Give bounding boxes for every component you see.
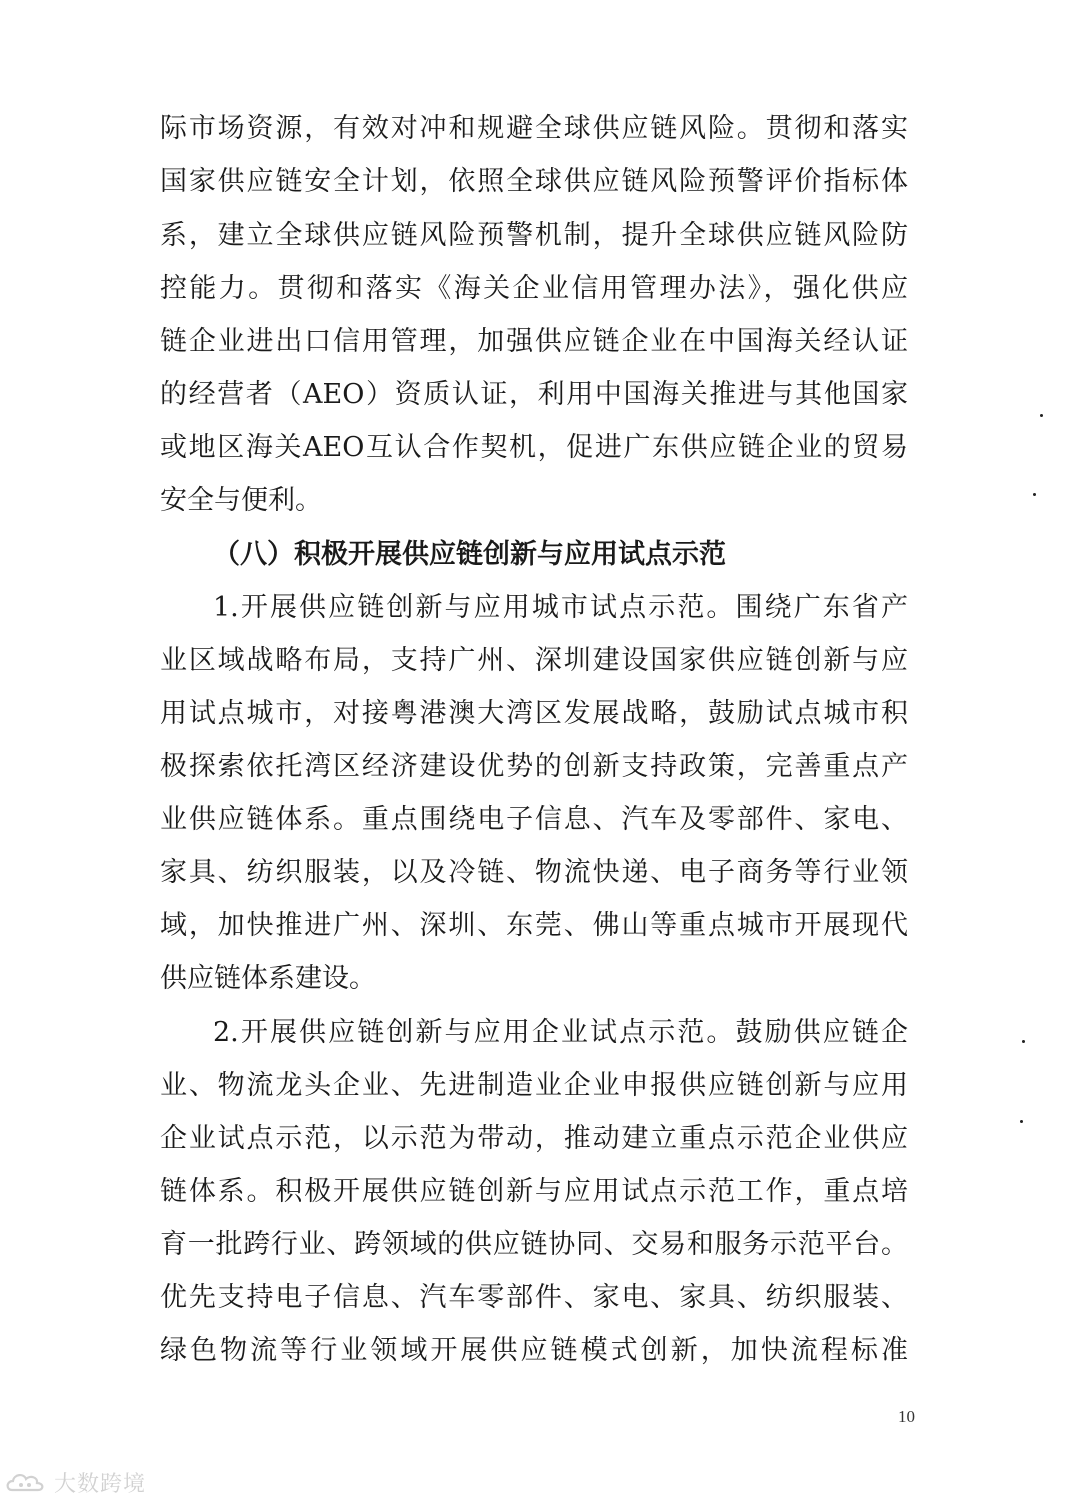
text-line: 1.开展供应链创新与应用城市试点示范。围绕广东省产 bbox=[213, 592, 908, 623]
scan-speck bbox=[1033, 493, 1036, 496]
text-line: 控能力。贯彻和落实《海关企业信用管理办法》，强化供应 bbox=[160, 273, 908, 304]
watermark bbox=[4, 1465, 146, 1499]
section-heading: （八）积极开展供应链创新与应用试点示范 bbox=[213, 539, 726, 570]
scan-speck bbox=[1020, 1120, 1023, 1123]
text-line: 极探索依托湾区经济建设优势的创新支持政策，完善重点产 bbox=[160, 751, 908, 782]
scan-speck bbox=[1022, 1040, 1025, 1043]
text-line: 家具、纺织服装，以及冷链、物流快递、电子商务等行业领 bbox=[160, 857, 908, 888]
text-line: 系，建立全球供应链风险预警机制，提升全球供应链风险防 bbox=[160, 220, 908, 251]
watermark-text: 大数跨境 bbox=[54, 1471, 147, 1497]
text-line: 业区域战略布局，支持广州、深圳建设国家供应链创新与应 bbox=[160, 645, 908, 676]
text-line: 绿色物流等行业领域开展供应链模式创新，加快流程标准 bbox=[160, 1335, 908, 1366]
text-line: 2.开展供应链创新与应用企业试点示范。鼓励供应链企 bbox=[213, 1017, 908, 1048]
page-number: 10 bbox=[898, 1407, 915, 1426]
text-line: 国家供应链安全计划，依照全球供应链风险预警评价指标体 bbox=[160, 166, 908, 197]
text-line: 际市场资源，有效对冲和规避全球供应链风险。贯彻和落实 bbox=[160, 113, 908, 144]
text-line: 供应链体系建设。 bbox=[160, 963, 376, 994]
text-line: 或地区海关AEO互认合作契机，促进广东供应链企业的贸易 bbox=[160, 432, 908, 463]
cloud-logo-icon bbox=[4, 1468, 50, 1496]
text-line: 的经营者（AEO）资质认证，利用中国海关推进与其他国家 bbox=[160, 379, 908, 410]
text-line: 链体系。积极开展供应链创新与应用试点示范工作，重点培 bbox=[160, 1176, 908, 1207]
text-line: 域，加快推进广州、深圳、东莞、佛山等重点城市开展现代 bbox=[160, 910, 908, 941]
text-line: 企业试点示范，以示范为带动，推动建立重点示范企业供应 bbox=[160, 1123, 908, 1154]
text-line: 育一批跨行业、跨领域的供应链协同、交易和服务示范平台。 bbox=[160, 1229, 908, 1260]
text-line: 业供应链体系。重点围绕电子信息、汽车及零部件、家电、 bbox=[160, 804, 908, 835]
text-line: 业、物流龙头企业、先进制造业企业申报供应链创新与应用 bbox=[160, 1070, 908, 1101]
text-line: 优先支持电子信息、汽车零部件、家电、家具、纺织服装、 bbox=[160, 1282, 908, 1313]
text-line: 链企业进出口信用管理，加强供应链企业在中国海关经认证 bbox=[160, 326, 908, 357]
text-line: 用试点城市，对接粤港澳大湾区发展战略，鼓励试点城市积 bbox=[160, 698, 908, 729]
text-line: 安全与便利。 bbox=[160, 485, 322, 516]
scan-speck bbox=[1040, 414, 1043, 417]
